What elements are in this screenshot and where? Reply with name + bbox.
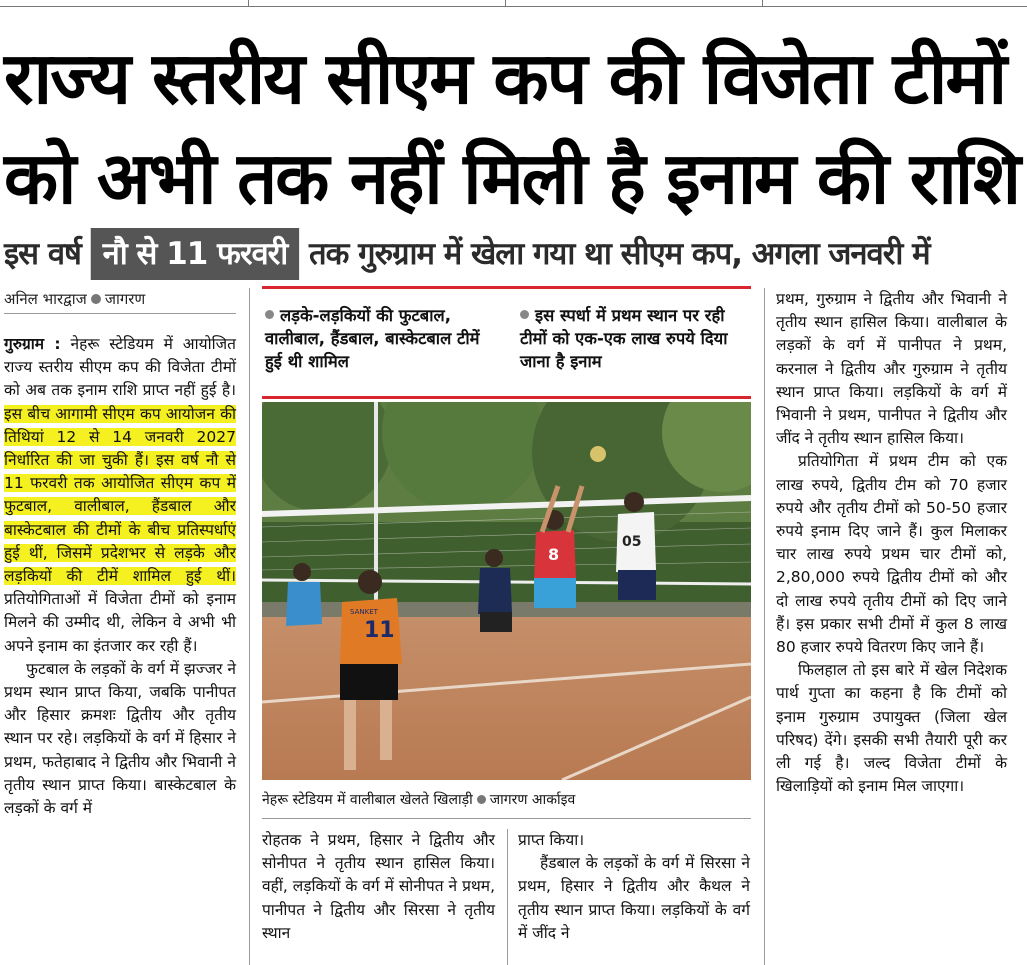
bullet-icon xyxy=(477,795,486,804)
col2-paragraph: रोहतक ने प्रथम, हिसार ने द्वितीय और सोनीपत ने तृतीय स्थान हासिल किया। वहीं, लड़कियों के वर्ग में सोनीपत ने प्रथम, पानीपत ने द्वितीय और सिरसा ने तृतीय स्थान xyxy=(262,831,495,942)
caption-credit: जागरण आर्काइव xyxy=(489,792,576,808)
article-column-2 xyxy=(262,829,495,945)
rule-tick xyxy=(248,0,249,6)
byline-source: जागरण xyxy=(104,290,146,308)
callout-right xyxy=(520,304,750,373)
callout-left xyxy=(265,304,495,373)
bullet-icon xyxy=(520,310,529,319)
subhead-prefix: इस वर्ष xyxy=(4,236,81,272)
column-divider xyxy=(507,829,508,965)
col1-paragraph-2: फुटबाल के लड़कों के वर्ग में झज्जर ने प्रथम स्थान प्राप्त किया, जबकि पानीपत और हिसार क्रमशः द्वितीय और तृतीय स्थान पर रहे। लड़कियों के वर्ग में हिसार ने प्रथम, फतेहाबाद ने द्वितीय और भिवानी ने तृतीय स्थान प्राप्त किया। बास्केटबाल के लड़कों के वर्ग में xyxy=(4,659,236,818)
column-divider xyxy=(764,288,765,965)
col1-text-b: प्रतियोगिताओं में विजेता टीमों को इनाम मिलने की उम्मीद थी, लेकिन वे अभी भी अपने इनाम का इंतजार कर रही हैं। xyxy=(4,590,236,655)
article-column-1 xyxy=(4,333,236,820)
top-rule-strip xyxy=(0,0,1027,7)
article-column-4 xyxy=(776,288,1007,798)
headline-line-2: को अभी तक नहीं मिली है इनाम की राशि xyxy=(4,136,1019,220)
jersey-number: 11 xyxy=(364,618,395,643)
bullet-icon xyxy=(91,294,101,304)
col1-text-a: नेहरू स्टेडियम में आयोजित राज्य स्तरीय सीएम कप की विजेता टीमों को अब तक इनाम राशि प्राप्त नहीं हुई है। xyxy=(4,335,236,400)
col3-paragraph-2: हैंडबाल के लड़कों के वर्ग में सिरसा ने प्रथम, हिसार ने द्वितीय और कैथल ने तृतीय स्थान प्राप्त किया। लड़कियों के वर्ग में जींद ने xyxy=(518,854,750,942)
subheadline xyxy=(4,228,1024,280)
col4-paragraph-1: प्रथम, गुरुग्राम ने द्वितीय और भिवानी ने तृतीय स्थान हासिल किया। वालीबाल के लड़कों के वर्ग में पानीपत ने प्रथम, करनाल ने द्वितीय और गुरुग्राम ने तृतीय स्थान प्राप्त किया। लड़कियों के वर्ग में भिवानी ने प्रथम, पानीपत ने द्वितीय और जींद ने तृतीय स्थान हासिल किया। xyxy=(776,290,1007,448)
news-photo xyxy=(262,402,751,780)
col4-paragraph-2: प्रतियोगिता में प्रथम टीम को एक लाख रुपये, द्वितीय टीम को 70 हजार रुपये और तृतीय टीमों को 50-50 हजार रुपये इनाम दिए जाने हैं। कुल मिलाकर चार लाख रुपये प्रथम चार टीमों को, 2,80,000 रुपये द्वितीय टीमों को और दो लाख रुपये तृतीय टीमों को दिए जाने हैं। इस प्रकार सभी टीमों में कुल 8 लाख 80 हजार रुपये वितरण किए जाने हैं। xyxy=(776,452,1007,657)
byline xyxy=(4,289,145,309)
callout-left-text: लड़के-लड़कियों की फुटबाल, वालीबाल, हैंडबाल, बास्केटबाल टीमें हुई थी शामिल xyxy=(265,306,480,371)
highlighted-text: इस बीच आगामी सीएम कप आयोजन की तिथियां 12 से 14 जनवरी 2027 निर्धारित की जा चुकी हैं। इस वर्ष नौ से 11 फरवरी तक आयोजित सीएम कप में फुटबाल, वालीबाल, हैंडबाल और बास्केटबाल की टीमों के बीच प्रतिस्पर्धाएं हुई थीं, जिसमें प्रदेशभर से लड़के और लड़कियों की टीमें शामिल हुई थीं। xyxy=(4,404,236,586)
jersey-number: 8 xyxy=(548,545,560,564)
col3-paragraph-1: प्राप्त किया। xyxy=(518,831,585,849)
photo-caption xyxy=(262,790,575,809)
col4-paragraph-3: फिलहाल तो इस बारे में खेल निदेशक पार्थ गुप्ता का कहना है कि टीमों को इनाम गुरुग्राम उपायुक्त (जिला खेल परिषद) देंगे। इसकी सभी तैयारी पूरी कर ली गई है। जल्द विजेता टीमों के खिलाड़ियों को इनाम मिल जाएगा। xyxy=(776,661,1007,796)
caption-text: नेहरू स्टेडियम में वालीबाल खेलते खिलाड़ी xyxy=(262,792,473,808)
callout-right-text: इस स्पर्धा में प्रथम स्थान पर रही टीमों को एक-एक लाख रुपये दिया जाना है इनाम xyxy=(520,306,728,371)
caption-rule xyxy=(262,818,751,819)
byline-rule xyxy=(4,313,236,314)
jersey-number: 05 xyxy=(622,534,642,550)
column-divider xyxy=(249,288,250,965)
subhead-highlight: नौ से 11 फरवरी xyxy=(91,228,300,280)
volleyball-scene xyxy=(262,402,751,780)
headline-line-1: राज्य स्तरीय सीएम कप की विजेता टीमों xyxy=(4,36,1006,120)
rule-tick xyxy=(505,0,506,6)
article-column-3 xyxy=(518,829,750,945)
callout-top-rule xyxy=(262,286,751,289)
subhead-rest: तक गुरुग्राम में खेला गया था सीएम कप, अगला जनवरी में xyxy=(309,236,930,272)
jersey-name: SANKET xyxy=(350,608,378,616)
byline-author: अनिल भारद्वाज xyxy=(4,290,87,308)
callout-bottom-rule xyxy=(262,396,751,399)
rule-tick xyxy=(762,0,763,6)
bullet-icon xyxy=(265,310,274,319)
dateline: गुरुग्राम : xyxy=(4,335,61,353)
